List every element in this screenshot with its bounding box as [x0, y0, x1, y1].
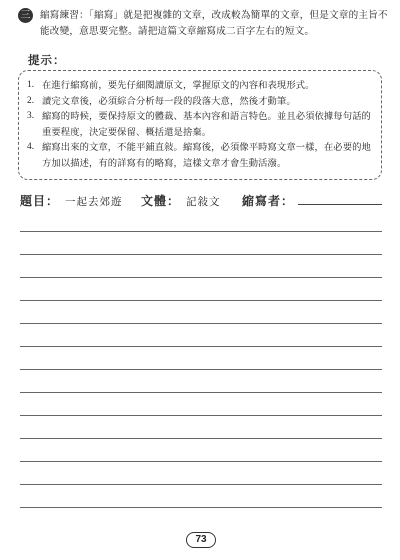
writing-line[interactable]: [20, 438, 382, 439]
essay-header: [20, 192, 382, 210]
writing-line[interactable]: [20, 415, 382, 416]
hint-item: [27, 78, 373, 94]
genre-label: 文體：: [141, 194, 181, 208]
hint-text: 縮寫出來的文章，不能平鋪直敍。縮寫後，必須像平時寫文章一樣，在必要的地方加以描述，有的詳寫有的略寫，這樣文章才會生動活潑。: [42, 142, 371, 169]
hint-number: 4.: [27, 142, 35, 153]
hint-text: 在進行縮寫前，要先仔細閱讀原文，掌握原文的內容和表現形式。: [42, 80, 315, 91]
writing-line[interactable]: [20, 300, 382, 301]
genre-value: 記敍文: [186, 196, 221, 208]
exercise-number-badge: 三: [18, 8, 33, 23]
hints-list: [27, 78, 373, 172]
writing-line[interactable]: [20, 507, 382, 508]
title-label: 題目：: [20, 194, 60, 208]
page-number: 73: [186, 532, 216, 548]
hints-box: [18, 70, 382, 180]
hint-item: [27, 109, 373, 140]
writing-line[interactable]: [20, 323, 382, 324]
title-value: 一起去郊遊: [65, 196, 123, 208]
writing-line[interactable]: [20, 254, 382, 255]
hints-heading: 提示：: [28, 53, 66, 67]
author-label: 縮寫者：: [242, 194, 295, 208]
exercise-instructions: 縮寫練習：「縮寫」就是把複雜的文章，改成較為簡單的文章，但是文章的主旨不能改變，意思要完整。請把這篇文章縮寫成二百字左右的短文。: [40, 10, 388, 37]
writing-line[interactable]: [20, 461, 382, 462]
writing-line[interactable]: [20, 484, 382, 485]
hint-text: 縮寫的時候，要保持原文的體裁、基本內容和語言特色。並且必須依據每句話的重要程度，決定要保留、概括還是捨棄。: [42, 111, 371, 138]
writing-line[interactable]: [20, 369, 382, 370]
hint-item: [27, 94, 373, 110]
writing-line[interactable]: [20, 231, 382, 232]
hint-number: 2.: [27, 95, 35, 106]
hint-number: 3.: [27, 111, 35, 122]
author-field[interactable]: [298, 192, 382, 205]
hint-item: [27, 140, 373, 171]
hint-number: 1.: [27, 80, 35, 90]
writing-line[interactable]: [20, 346, 382, 347]
writing-line[interactable]: [20, 277, 382, 278]
writing-line[interactable]: [20, 392, 382, 393]
hint-text: 讀完文章後，必須綜合分析每一段的段落大意，然後才動筆。: [42, 95, 296, 107]
